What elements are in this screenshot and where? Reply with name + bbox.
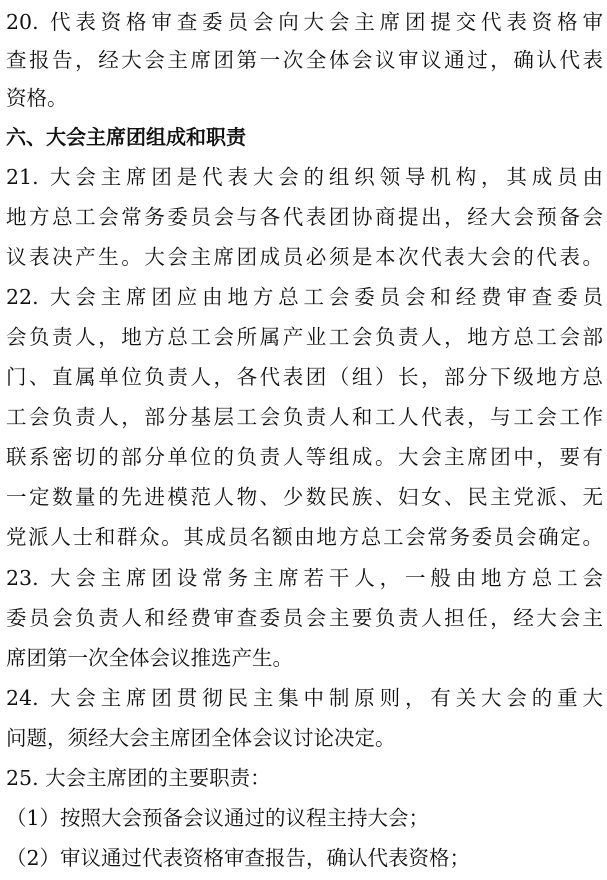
- list-item-1: （1）按照大会预备会议通过的议程主持大会；: [6, 806, 430, 830]
- paragraph-24-line-2: 问题，须经大会主席团全体会议讨论决定。: [6, 726, 396, 750]
- section-heading-six: 六、大会主席团组成和职责: [6, 125, 246, 149]
- paragraph-22-line-2: 会负责人，地方总工会所属产业工会负责人，地方总工会部: [6, 325, 603, 349]
- paragraph-23-line-3: 席团第一次全体会议推选产生。: [6, 646, 293, 670]
- paragraph-21-line-2: 地方总工会常务委员会与各代表团协商提出，经大会预备会: [6, 205, 603, 229]
- paragraph-22-line-7: 党派人士和群众。其成员名额由地方总工会常务委员会确定。: [6, 525, 603, 549]
- paragraph-20-line-1: 20. 代表资格审查委员会向大会主席团提交代表资格审: [6, 10, 603, 34]
- list-item-2: （2）审议通过代表资格审查报告，确认代表资格；: [6, 846, 471, 870]
- paragraph-20-line-2: 查报告，经大会主席团第一次全体会议审议通过，确认代表: [6, 48, 603, 72]
- paragraph-22-line-4: 工会负责人，部分基层工会负责人和工人代表，与工会工作: [6, 405, 603, 429]
- paragraph-24-line-1: 24. 大会主席团贯彻民主集中制原则，有关大会的重大: [6, 686, 603, 710]
- paragraph-21-line-3: 议表决产生。大会主席团成员必须是本次代表大会的代表。: [6, 245, 603, 269]
- paragraph-21-line-1: 21. 大会主席团是代表大会的组织领导机构，其成员由: [6, 165, 603, 189]
- paragraph-20-line-3: 资格。: [6, 86, 68, 110]
- paragraph-25-line-1: 25. 大会主席团的主要职责：: [6, 766, 271, 790]
- paragraph-22-line-6: 一定数量的先进模范人物、少数民族、妇女、民主党派、无: [6, 485, 603, 509]
- paragraph-22-line-3: 门、直属单位负责人，各代表团（组）长，部分下级地方总: [6, 365, 603, 389]
- paragraph-23-line-1: 23. 大会主席团设常务主席若干人，一般由地方总工会: [6, 566, 603, 590]
- paragraph-23-line-2: 委员会负责人和经费审查委员会主要负责人担任，经大会主: [6, 606, 603, 630]
- paragraph-22-line-1: 22. 大会主席团应由地方总工会委员会和经费审查委员: [6, 285, 603, 309]
- paragraph-22-line-5: 联系密切的部分单位的负责人等组成。大会主席团中，要有: [6, 445, 603, 469]
